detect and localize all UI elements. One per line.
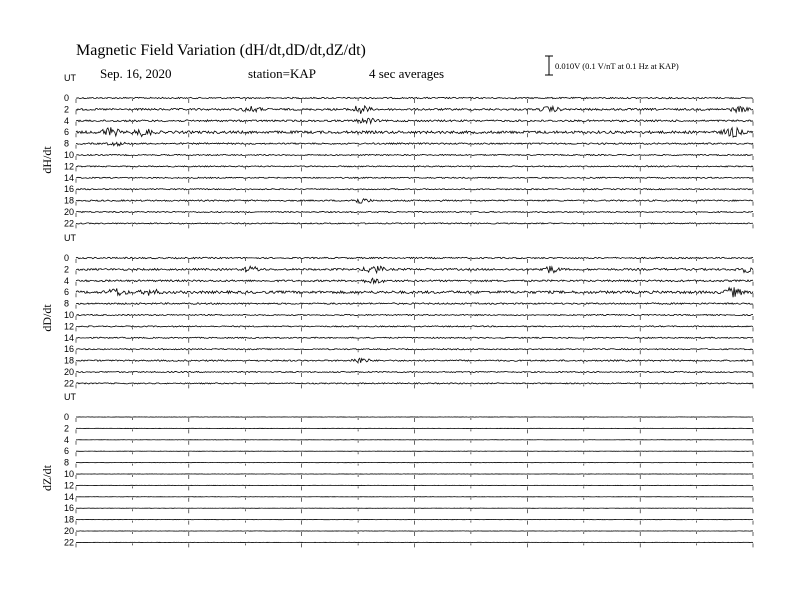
time-ticks: [76, 509, 753, 513]
time-ticks: [76, 418, 753, 422]
time-ticks: [76, 486, 753, 490]
trace-line: [76, 211, 753, 212]
trace-line: [76, 303, 753, 305]
time-ticks: [76, 452, 753, 456]
trace-line: [76, 223, 753, 224]
hour-label: 4: [64, 434, 70, 445]
hour-label: 22: [64, 378, 75, 389]
time-ticks: [76, 362, 753, 366]
trace-line: [76, 314, 753, 315]
hour-label: 10: [64, 469, 75, 479]
hour-label: 10: [64, 310, 75, 320]
time-ticks: [76, 429, 753, 433]
trace-line: [76, 326, 753, 327]
trace-line: [76, 371, 753, 372]
hour-label: 8: [64, 138, 70, 149]
panel-ylabel: dZ/dt: [40, 465, 54, 491]
time-ticks: [76, 259, 753, 263]
trace-line: [76, 189, 753, 190]
trace-line: [76, 97, 753, 98]
trace-line: [76, 257, 753, 258]
time-ticks: [76, 316, 753, 320]
trace-line: [76, 337, 753, 338]
time-ticks: [76, 475, 753, 479]
hour-label: 14: [64, 332, 75, 343]
time-ticks: [76, 270, 753, 274]
time-ticks: [76, 145, 753, 149]
time-ticks: [76, 99, 753, 103]
panel-ylabel: dH/dt: [40, 146, 54, 174]
scale-bar-label: 0.010V (0.1 V/nT at 0.1 Hz at KAP): [555, 61, 679, 71]
time-ticks: [76, 305, 753, 309]
time-ticks: [76, 282, 753, 286]
hour-label: 16: [64, 503, 75, 514]
hour-label: 0: [64, 253, 70, 263]
ut-axis-label: UT: [64, 233, 76, 243]
hour-label: 12: [64, 321, 75, 332]
panel-ylabel: dD/dt: [40, 304, 54, 332]
time-ticks: [76, 350, 753, 354]
date-label: Sep. 16, 2020: [100, 66, 172, 81]
hour-label: 16: [64, 344, 75, 355]
ut-axis-label: UT: [64, 392, 76, 402]
time-ticks: [76, 543, 753, 547]
hour-label: 12: [64, 480, 75, 491]
panels-group: [40, 73, 753, 547]
hour-label: 12: [64, 161, 75, 172]
trace-line: [76, 349, 753, 350]
time-ticks: [76, 384, 753, 388]
hour-label: 2: [64, 264, 70, 275]
time-ticks: [76, 224, 753, 228]
hour-label: 0: [64, 93, 70, 103]
time-ticks: [76, 213, 753, 217]
panel-dz-dt: [40, 392, 753, 547]
hour-label: 0: [64, 412, 70, 422]
trace-line: [76, 383, 753, 384]
trace-line: [76, 166, 753, 167]
hour-label: 14: [64, 172, 75, 183]
time-ticks: [76, 156, 753, 160]
hour-label: 16: [64, 184, 75, 195]
hour-label: 18: [64, 195, 75, 206]
time-ticks: [76, 167, 753, 171]
time-ticks: [76, 122, 753, 126]
hour-label: 2: [64, 104, 70, 115]
time-ticks: [76, 532, 753, 536]
time-ticks: [76, 110, 753, 114]
panel-dh-dt: [40, 73, 753, 228]
hour-label: 4: [64, 275, 70, 286]
time-ticks: [76, 327, 753, 331]
chart-title: Magnetic Field Variation (dH/dt,dD/dt,dZ/dt): [76, 42, 366, 59]
time-ticks: [76, 190, 753, 194]
time-ticks: [76, 521, 753, 525]
hour-label: 4: [64, 115, 70, 126]
hour-label: 22: [64, 218, 75, 229]
hour-label: 22: [64, 537, 75, 548]
hour-label: 2: [64, 423, 70, 434]
station-label: station=KAP: [248, 66, 317, 81]
time-ticks: [76, 339, 753, 343]
averaging-label: 4 sec averages: [369, 66, 445, 81]
hour-label: 10: [64, 150, 75, 160]
time-ticks: [76, 179, 753, 183]
hour-label: 20: [64, 526, 75, 536]
hour-label: 18: [64, 355, 75, 366]
time-ticks: [76, 373, 753, 377]
time-ticks: [76, 202, 753, 206]
hour-label: 8: [64, 457, 70, 468]
time-ticks: [76, 441, 753, 445]
hour-label: 18: [64, 514, 75, 525]
hour-label: 6: [64, 446, 70, 457]
hour-label: 20: [64, 367, 75, 377]
hour-label: 6: [64, 127, 70, 138]
time-ticks: [76, 464, 753, 468]
hour-label: 14: [64, 491, 75, 502]
panel-dd-dt: [40, 233, 753, 388]
trace-line: [76, 177, 753, 178]
ut-axis-label: UT: [64, 73, 76, 83]
hour-label: 20: [64, 207, 75, 217]
trace-line: [76, 154, 753, 155]
hour-label: 6: [64, 287, 70, 298]
scale-bar: [545, 56, 553, 75]
time-ticks: [76, 498, 753, 502]
hour-label: 8: [64, 298, 70, 309]
